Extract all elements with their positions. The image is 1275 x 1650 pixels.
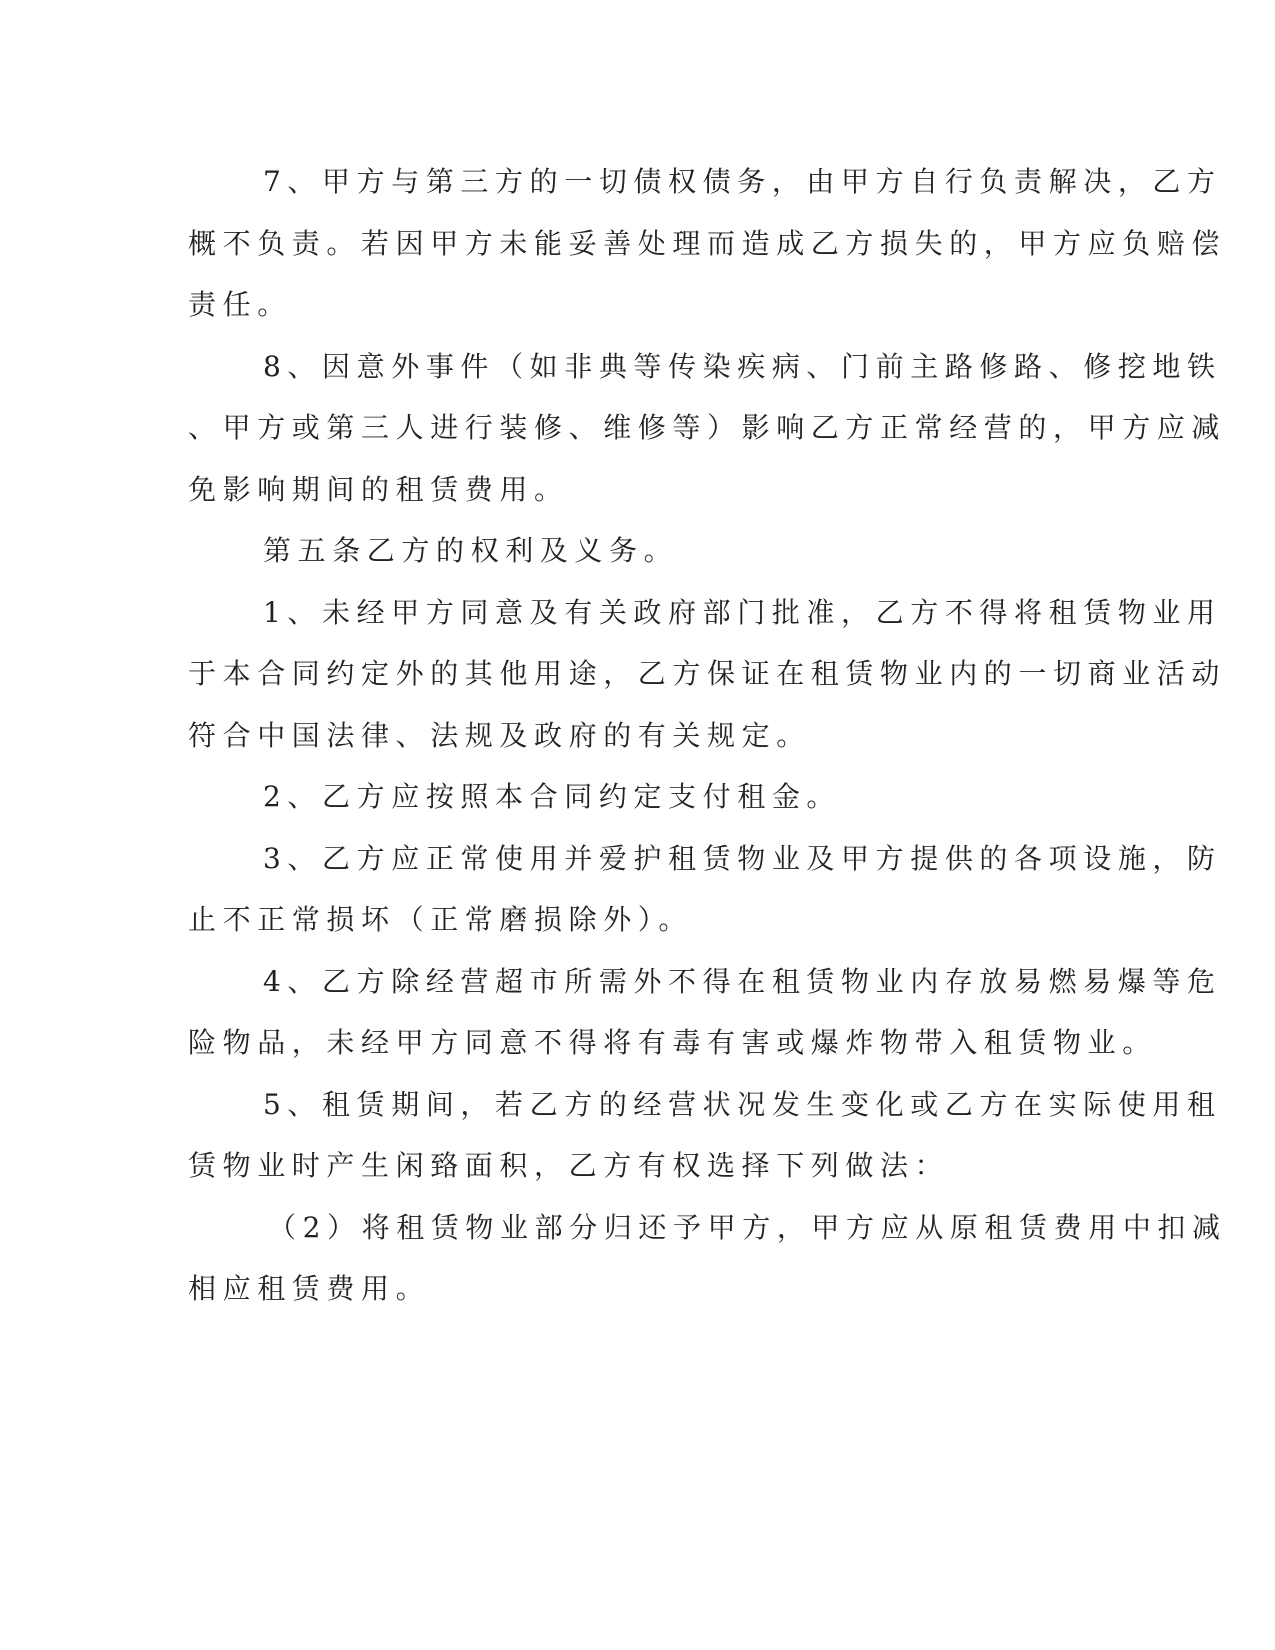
text-line: 赁物业时产生闲臵面积，乙方有权选择下列做法： [188, 1149, 950, 1182]
clause-4-7 [188, 151, 1227, 336]
text-line: 于本合同约定外的其他用途，乙方保证在租赁物业内的一切商业活动 [188, 657, 1227, 690]
text-line: 5、租赁期间，若乙方的经营状况发生变化或乙方在实际使用租 [263, 1087, 1222, 1121]
text-line: 2、乙方应按照本合同约定支付租金。 [263, 780, 842, 813]
text-line: 8、因意外事件（如非典等传染疾病、门前主路修路、修挖地铁 [263, 349, 1222, 383]
clause-5-4 [188, 951, 1222, 1074]
text-line: 概不负责。若因甲方未能妥善处理而造成乙方损失的，甲方应负赔偿 [188, 226, 1227, 260]
text-line: 1、未经甲方同意及有关政府部门批准，乙方不得将租赁物业用 [263, 595, 1222, 629]
clause-5-5-2 [188, 1197, 1227, 1320]
clause-5-2 [188, 766, 1056, 828]
text-line: 免影响期间的租赁费用。 [188, 472, 569, 506]
text-line: 责任。 [188, 288, 292, 321]
text-line: 7、甲方与第三方的一切债权债务，由甲方自行负责解决，乙方 [263, 165, 1222, 198]
text-line: 、甲方或第三人进行装修、维修等）影响乙方正常经营的，甲方应减 [188, 411, 1227, 444]
text-line: （2）将租赁物业部分归还予甲方，甲方应从原租赁费用中扣减 [268, 1210, 1227, 1244]
text-line: 符合中国法律、法规及政府的有关规定。 [188, 718, 811, 752]
text-line: 相应租赁费用。 [188, 1272, 431, 1305]
text-line: 止不正常损坏（正常磨损除外）。 [188, 903, 694, 936]
clause-5-3 [188, 828, 1222, 951]
article-5-heading [188, 520, 1056, 582]
clause-5-1 [188, 582, 1227, 767]
section-heading: 第五条乙方的权利及义务。 [263, 534, 679, 567]
document-body [188, 151, 1227, 1320]
text-line: 4、乙方除经营超市所需外不得在租赁物业内存放易燃易爆等危 [263, 964, 1222, 998]
text-line: 险物品，未经甲方同意不得将有毒有害或爆炸物带入租赁物业。 [188, 1026, 1157, 1059]
text-line: 3、乙方应正常使用并爱护租赁物业及甲方提供的各项设施，防 [263, 841, 1222, 875]
clause-5-5 [188, 1074, 1222, 1197]
clause-4-8 [188, 336, 1227, 521]
